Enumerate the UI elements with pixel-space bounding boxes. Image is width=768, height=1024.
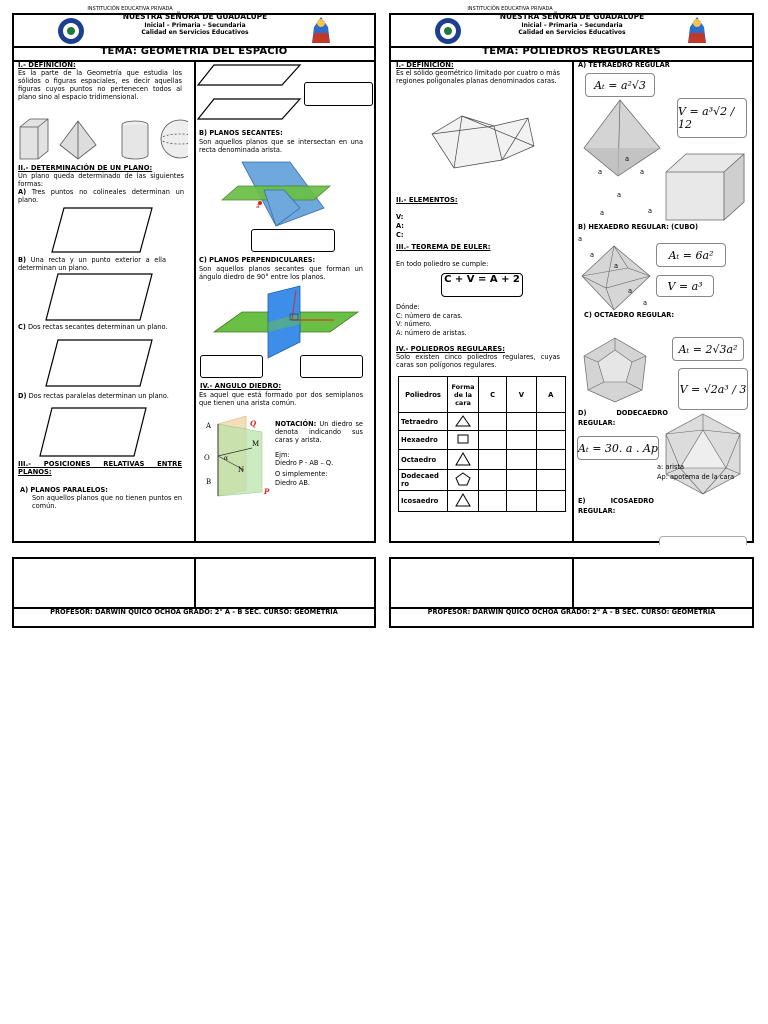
institution-label-right: INSTITUCIÓN EDUCATIVA PRIVADA bbox=[467, 6, 553, 12]
school-name-right: "NUESTRA SEÑORA DE GUADALUPE" bbox=[495, 12, 649, 21]
where-label: Dónde: bbox=[396, 303, 420, 311]
secant-planes-text: Son aquellos planos que se intersectan en una recta denominada arista. bbox=[199, 138, 363, 154]
edge-label: a bbox=[578, 235, 583, 243]
dodecahedron-figure bbox=[580, 336, 650, 404]
col-header-c: C bbox=[479, 377, 507, 413]
element-edges: A: bbox=[396, 222, 404, 230]
notation-text: Un diedro se denota indicando sus caras y arista. bbox=[275, 420, 363, 444]
polyhedron-definition-heading: I.- DEFINICIÓN: bbox=[396, 61, 454, 69]
virgin-emblem-left bbox=[308, 15, 334, 45]
element-faces: C: bbox=[396, 231, 404, 239]
octahedron-volume-formula: V = √2a³ / 3 bbox=[678, 368, 748, 410]
edge-label: a bbox=[640, 168, 645, 176]
institution-label: INSTITUCIÓN EDUCATIVA PRIVADA bbox=[87, 6, 173, 12]
case-d-letter: D) bbox=[18, 392, 27, 400]
edge-label: a bbox=[628, 287, 633, 295]
edge-label: a bbox=[648, 207, 653, 215]
where-edges: A: número de aristas. bbox=[396, 329, 467, 337]
where-vertices: V: número. bbox=[396, 320, 432, 328]
case-a-letter: A) bbox=[18, 188, 27, 196]
case-c-letter: C) bbox=[18, 323, 26, 331]
plane-figure-c bbox=[44, 338, 154, 388]
label-plane-q: Q bbox=[250, 419, 257, 428]
footer-teacher-left: PROFESOR: DARWIN QUICO OCHOA GRADO: 2° A - B SEC. CURSO: GEOMETRÍA bbox=[50, 608, 338, 616]
dodecahedron-note-edge: a: arista bbox=[657, 463, 685, 471]
school-motto-right: Calidad en Servicios Educativos bbox=[518, 29, 626, 36]
dihedral-angle-figure bbox=[202, 414, 274, 498]
tetrahedron-figure bbox=[582, 98, 662, 182]
dihedral-angle-heading: IV.- ANGULO DIEDRO: bbox=[200, 382, 282, 390]
octahedron-area-formula: Aₜ = 2√3a² bbox=[672, 337, 744, 361]
row-name: Icosaedro bbox=[399, 491, 448, 512]
square-face-icon bbox=[448, 431, 479, 449]
table-row bbox=[399, 449, 566, 470]
table-cell[interactable] bbox=[507, 449, 536, 470]
case-b-letter: B) bbox=[18, 256, 27, 264]
col-header-v: V bbox=[507, 377, 536, 413]
row-name: Octaedro bbox=[399, 449, 448, 470]
regular-polyhedra-heading: IV.- POLIEDROS REGULARES: bbox=[396, 345, 505, 353]
answer-box-parallel[interactable] bbox=[304, 82, 373, 106]
table-cell[interactable] bbox=[479, 431, 507, 449]
hexahedron-volume-formula: V = a³ bbox=[656, 275, 714, 297]
answer-box-secant[interactable] bbox=[251, 229, 335, 252]
edge-label: a bbox=[643, 299, 648, 307]
notation-label: NOTACIÓN: bbox=[275, 420, 317, 428]
left-footer-box bbox=[12, 557, 376, 628]
edge-label: a bbox=[617, 191, 622, 199]
example-line-3: Diedro AB. bbox=[275, 479, 310, 487]
definition-heading: I.- DEFINICIÓN: bbox=[18, 61, 76, 69]
hexahedron-area-formula: Aₜ = 6a² bbox=[656, 243, 726, 267]
triangle-face-icon bbox=[448, 413, 479, 431]
label-alpha: α bbox=[224, 455, 229, 462]
school-name: "NUESTRA SEÑORA DE GUADALUPE" bbox=[118, 12, 272, 21]
elements-heading: II.- ELEMENTOS: bbox=[396, 196, 458, 204]
plane-figure-d bbox=[38, 406, 148, 458]
table-cell[interactable] bbox=[479, 470, 507, 491]
dodecahedron-note-apothem: Ap: apotema de la cara bbox=[657, 473, 735, 481]
topic-title-right: TEMA: POLIEDROS REGULARES bbox=[482, 46, 661, 57]
case-d-text: Dos rectas paralelas determinan un plano. bbox=[28, 392, 169, 400]
determination-intro: Un plano queda determinado de las siguientes formas: bbox=[18, 172, 184, 188]
table-cell[interactable] bbox=[507, 431, 536, 449]
icosahedron-figure bbox=[662, 412, 744, 496]
table-cell[interactable] bbox=[479, 491, 507, 512]
perpendicular-planes-text: Son aquellos planos secantes que forman un ángulo diedro de 90° entre los planos. bbox=[199, 265, 363, 281]
pentagon-face-icon bbox=[448, 470, 479, 491]
secant-planes-heading: B) PLANOS SECANTES: bbox=[199, 129, 283, 137]
label-point-m: M bbox=[252, 440, 260, 448]
virgin-emblem-right bbox=[684, 15, 710, 45]
row-name: Tetraedro bbox=[399, 413, 448, 431]
tetrahedron-volume-formula: V = a³√2 / 12 bbox=[677, 98, 747, 138]
tetrahedron-heading: A) TETRAEDRO REGULAR bbox=[578, 61, 670, 69]
octahedron-heading: C) OCTAEDRO REGULAR: bbox=[584, 311, 675, 319]
parallel-planes-text: Son aquellos planos que no tienen puntos en común. bbox=[32, 494, 182, 510]
right-footer-box bbox=[389, 557, 754, 628]
label-point-a: A bbox=[206, 422, 212, 430]
table-cell[interactable] bbox=[536, 470, 565, 491]
table-cell[interactable] bbox=[479, 413, 507, 431]
edge-label-a: a bbox=[256, 203, 260, 210]
table-cell[interactable] bbox=[507, 413, 536, 431]
answer-box-perp-1[interactable] bbox=[200, 355, 263, 378]
edge-label: a bbox=[614, 262, 619, 270]
table-row bbox=[399, 413, 566, 431]
where-faces: C: número de caras. bbox=[396, 312, 463, 320]
triangle-face-icon bbox=[448, 449, 479, 470]
col-header-polyhedra: Poliedros bbox=[399, 377, 448, 413]
row-name: Hexaedro bbox=[399, 431, 448, 449]
perpendicular-planes-figure bbox=[212, 284, 362, 360]
answer-box-perp-2[interactable] bbox=[300, 355, 363, 378]
table-cell[interactable] bbox=[507, 491, 536, 512]
regular-polyhedra-text: Solo existen cinco poliedros regulares, cuyas caras son polígonos regulares. bbox=[396, 353, 560, 369]
footer-teacher-right: PROFESOR: DARWIN QUICO OCHOA GRADO: 2° A - B SEC. CURSO: GEOMETRÍA bbox=[427, 608, 716, 616]
table-row bbox=[399, 470, 566, 491]
row-name: Dodecaed ro bbox=[399, 470, 448, 491]
perpendicular-planes-heading: C) PLANOS PERPENDICULARES: bbox=[199, 256, 316, 264]
table-cell[interactable] bbox=[536, 491, 565, 512]
answer-box-icosahedron[interactable] bbox=[659, 536, 747, 545]
edge-label: a bbox=[625, 155, 630, 163]
euler-intro: En todo poliedro se cumple: bbox=[396, 260, 489, 268]
example-line-2: O simplemente: bbox=[275, 470, 328, 478]
polyhedron-definition-text: Es el sólido geométrico limitado por cuatro o más regiones poligonales planas denominados caras. bbox=[396, 69, 560, 85]
polyhedra-table bbox=[398, 376, 566, 512]
table-row bbox=[399, 491, 566, 512]
example-line-1: Diedro P - AB – Q. bbox=[275, 459, 334, 467]
element-vertices: V: bbox=[396, 213, 404, 221]
secant-planes-figure bbox=[220, 160, 332, 228]
table-row bbox=[399, 431, 566, 449]
dodecahedron-area-formula: Aₜ = 30. a . Ap bbox=[577, 436, 659, 460]
table-cell[interactable] bbox=[536, 413, 565, 431]
table-cell[interactable] bbox=[536, 431, 565, 449]
parallel-planes-heading: A) PLANOS PARALELOS: bbox=[20, 486, 108, 494]
plane-figure-b bbox=[44, 272, 154, 322]
school-levels-right: Inicial – Primaria – Secundaria bbox=[521, 22, 623, 29]
edge-label: a bbox=[600, 209, 605, 217]
topic-title: TEMA: GEOMETRIA DEL ESPACIO bbox=[100, 46, 288, 57]
dodecahedron-heading: D) DODECAEDRO REGULAR: bbox=[578, 409, 668, 427]
parallel-planes-figure bbox=[196, 63, 306, 123]
triangle-face-icon bbox=[448, 491, 479, 512]
table-cell[interactable] bbox=[536, 449, 565, 470]
table-cell[interactable] bbox=[507, 470, 536, 491]
euler-formula-box: C + V = A + 2 bbox=[441, 273, 523, 297]
dihedral-angle-text: Es aquel que está formado por dos semiplanos que tienen una arista común. bbox=[199, 391, 363, 407]
definition-text: Es la parte de la Geometría que estudia los sólidos o figuras espaciales, es decir aquellas figuras cuyos puntos no pertenecen todos al plano sino al espacio tridimensional. bbox=[18, 69, 182, 101]
label-point-o: O bbox=[204, 454, 210, 462]
solids-illustration bbox=[16, 117, 188, 163]
tetrahedron-area-formula: Aₜ = a²√3 bbox=[585, 73, 655, 97]
example-label: Ejm: bbox=[275, 451, 290, 459]
label-plane-p: P bbox=[264, 487, 270, 496]
determination-heading: II.- DETERMINACIÓN DE UN PLANO: bbox=[18, 164, 153, 172]
euler-heading: III.- TEOREMA DE EULER: bbox=[396, 243, 491, 251]
label-point-b: B bbox=[206, 478, 212, 486]
icosahedron-heading: E) ICOSAEDRO REGULAR: bbox=[578, 497, 654, 515]
plane-figure-a bbox=[50, 206, 154, 254]
case-b-text: Una recta y un punto exterior a ella determinan un plano. bbox=[18, 256, 166, 272]
case-a-text: Tres puntos no colineales determinan un plano. bbox=[18, 188, 184, 204]
school-motto: Calidad en Servicios Educativos bbox=[141, 29, 249, 36]
table-cell[interactable] bbox=[479, 449, 507, 470]
col-header-face: Forma de la cara bbox=[448, 377, 479, 413]
case-c-text: Dos rectas secantes determinan un plano. bbox=[27, 323, 168, 331]
edge-label: a bbox=[598, 168, 603, 176]
cube-figure bbox=[664, 152, 746, 222]
hexahedron-heading: B) HEXAEDRO REGULAR: (CUBO) bbox=[578, 223, 699, 231]
relative-positions-heading: III.- POSICIONES RELATIVAS ENTRE PLANOS: bbox=[18, 460, 182, 476]
polyhedron-figure bbox=[430, 112, 536, 172]
label-point-n: N bbox=[238, 466, 245, 474]
edge-label: a bbox=[590, 251, 595, 259]
school-levels: Inicial – Primaria – Secundaria bbox=[144, 22, 246, 29]
col-header-a: A bbox=[536, 377, 565, 413]
